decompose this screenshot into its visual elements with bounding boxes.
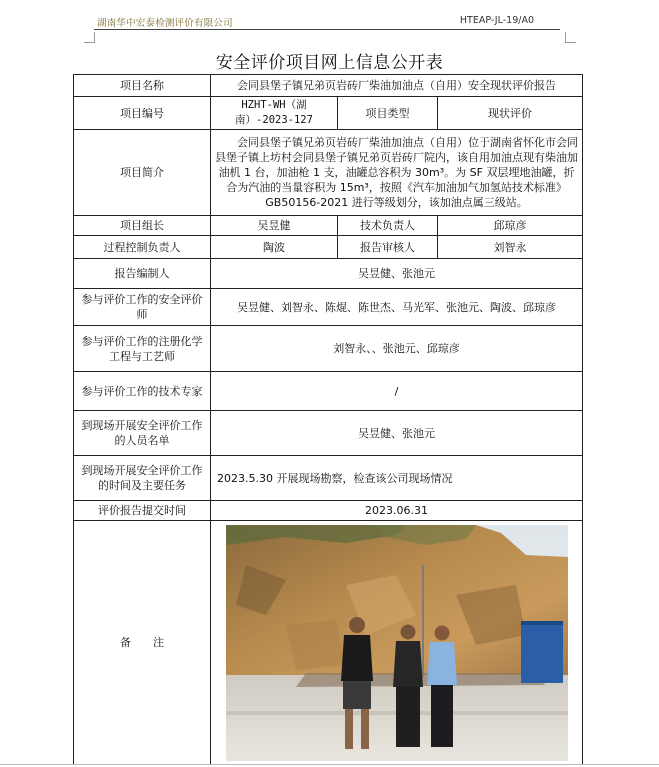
row-submit	[74, 501, 583, 521]
row-project-name	[74, 75, 583, 97]
compiler-value: 吴昱健、张池元	[211, 259, 583, 289]
chem-engineers-value: 刘智永、、张池元、邱琼彦	[211, 326, 583, 372]
project-no-label: 项目编号	[74, 97, 211, 130]
row-project-no	[74, 97, 583, 130]
row-experts	[74, 372, 583, 411]
header-divider	[94, 29, 560, 30]
row-process	[74, 236, 583, 259]
intro-label: 项目简介	[74, 130, 211, 216]
experts-label: 参与评价工作的技术专家	[74, 372, 211, 411]
document-code: HTEAP-JL-19/A0	[459, 15, 534, 26]
leader-value: 吴昱健	[211, 216, 338, 236]
process-label: 过程控制负责人	[74, 236, 211, 259]
site-staff-label: 到现场开展安全评价工作的人员名单	[74, 411, 211, 456]
leader-label: 项目组长	[74, 216, 211, 236]
site-staff-value: 吴昱健、张池元	[211, 411, 583, 456]
project-no-value: HZHT-WH（湖南）-2023-127	[211, 97, 338, 130]
row-remark	[74, 521, 583, 765]
crop-mark-left	[84, 32, 95, 43]
company-name: 湖南华中宏泰检测评价有限公司	[97, 18, 233, 29]
row-evaluators	[74, 289, 583, 326]
submit-value: 2023.06.31	[211, 501, 583, 521]
page-bottom-border	[0, 764, 659, 765]
row-compiler	[74, 259, 583, 289]
submit-label: 评价报告提交时间	[74, 501, 211, 521]
row-site-staff	[74, 411, 583, 456]
remark-photo-cell	[211, 521, 583, 765]
process-value: 陶波	[211, 236, 338, 259]
evaluators-value: 吴昱健、刘智永、陈焜、陈世杰、马光军、张池元、陶波、邱琼彦	[211, 289, 583, 326]
project-name-label: 项目名称	[74, 75, 211, 97]
row-site-time	[74, 456, 583, 501]
page-title: 安全评价项目网上信息公开表	[215, 53, 444, 73]
remark-label: 备 注	[74, 521, 211, 765]
tech-lead-value: 邱琼彦	[438, 216, 583, 236]
compiler-label: 报告编制人	[74, 259, 211, 289]
site-time-label: 到现场开展安全评价工作的时间及主要任务	[74, 456, 211, 501]
project-name-value: 会同县堡子镇兄弟页岩砖厂柴油加油点（自用）安全现状评价报告	[211, 75, 583, 97]
project-type-label: 项目类型	[338, 97, 438, 130]
reviewer-value: 刘智永	[438, 236, 583, 259]
info-table	[73, 74, 583, 765]
row-intro	[74, 130, 583, 216]
site-time-value: 2023.5.30 开展现场勘察，检查该公司现场情况	[211, 456, 583, 501]
project-type-value: 现状评价	[438, 97, 583, 130]
intro-value: 会同县堡子镇兄弟页岩砖厂柴油加油点（自用）位于湖南省怀化市会同县堡子镇上坊村会同县堡子镇兄弟页岩砖厂院内，该自用加油点现有柴油加油机 1 台，加油枪 1 支，油罐总容积为 30m³。为 SF 双层埋地油罐，折合为汽油的当量容积为 15m³，按照《汽车加油加气加氢站技术标准》GB50156-2021 进行等级划分，该加油点属三级站。	[211, 130, 583, 216]
crop-mark-right	[565, 32, 576, 43]
chem-engineers-label: 参与评价工作的注册化学工程与工艺师	[74, 326, 211, 372]
row-chem-engineers	[74, 326, 583, 372]
site-photo	[226, 525, 568, 761]
reviewer-label: 报告审核人	[338, 236, 438, 259]
evaluators-label: 参与评价工作的安全评价师	[74, 289, 211, 326]
tech-lead-label: 技术负责人	[338, 216, 438, 236]
row-leader	[74, 216, 583, 236]
experts-value: /	[211, 372, 583, 411]
